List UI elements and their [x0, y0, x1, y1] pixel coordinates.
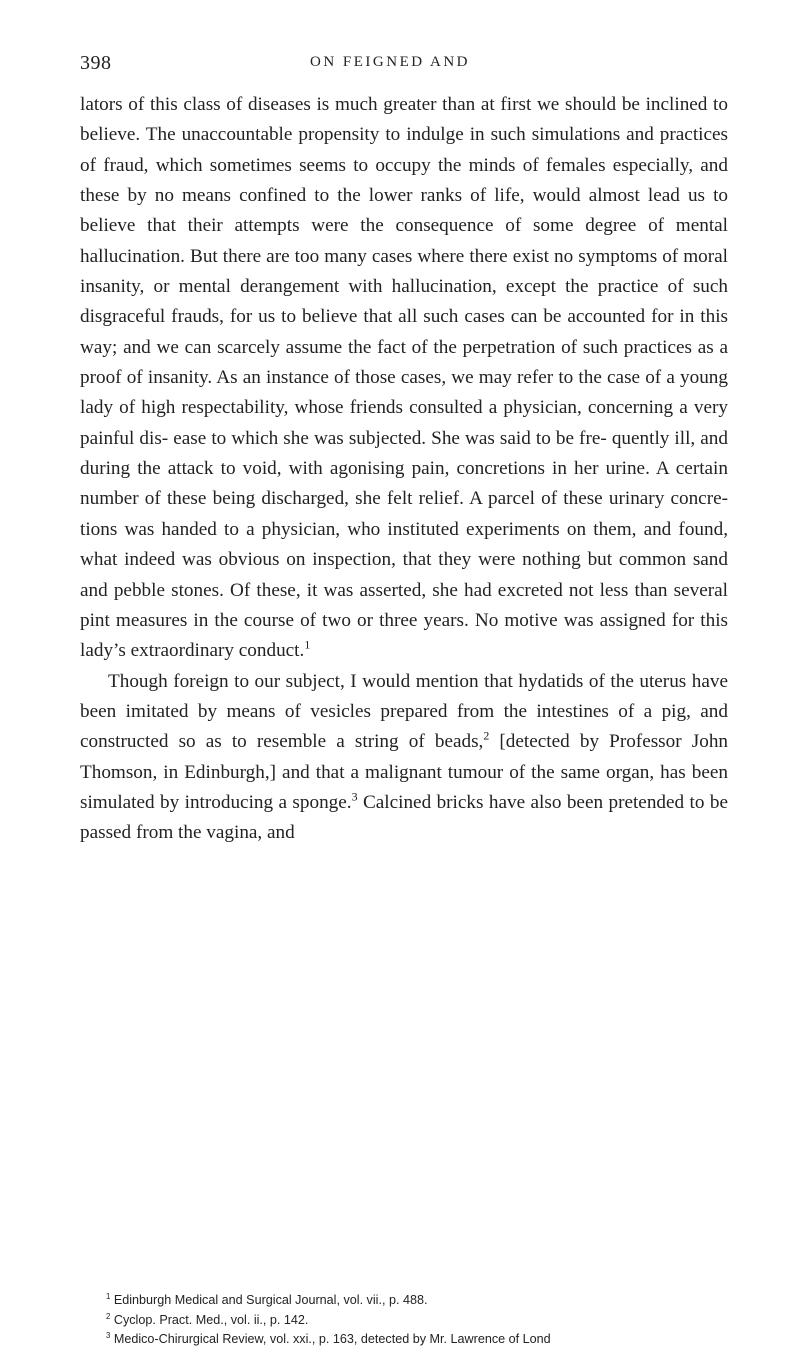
footnote-mark: 3 — [106, 1330, 111, 1340]
footnote-reference: 2 — [483, 728, 490, 743]
footnote-text: Cyclop. Pract. Med., vol. ii., p. 142. — [113, 1312, 309, 1327]
footnote-reference: 3 — [351, 789, 358, 804]
paragraph — [80, 90, 728, 667]
footnotes — [80, 1291, 740, 1350]
footnote-reference: 1 — [304, 637, 311, 652]
paragraph-text: lators of this class of diseases is much greater than at first we should be inclined to believe. The unaccountable propensity to indulge in such simulations and practices of fraud, which sometimes seems to occupy the minds of females especially, and these by no means confined to the lower ranks of life, would almost lead us to believe that their attempts were the consequence of some degree of mental hallucination. But there are too many cases where there exist no symptoms of moral insanity, or mental derangement with hallucination, except the practice of such disgraceful frauds, for us to believe that all such cases can be accounted for in this way; and we can scarcely assume the fact of the perpetration of such practices as a proof of insanity. As an instance of those cases, we may refer to the case of a young lady of high respectability, whose friends consulted a physician, concerning a very painful dis- ease to which she was subjected. She was said to be fre- quently ill, and during the attack to void, with agonising pain, concretions in her urine. A certain number of these being discharged, she felt relief. A parcel of these urinary concre- tions was handed to a physician, who instituted experiments on them, and found, what indeed was obvious on inspection, that they were nothing but common sand and pebble stones. Of these, it was asserted, she had excreted not less than several pint measures in the course of two or three years. No motive was assigned for this lady’s extraordinary conduct. — [80, 94, 728, 662]
footnote-mark: 2 — [106, 1311, 111, 1321]
paragraph-text: [detected by Professor John Thomson, in Edinburgh,] and that a malignant tumour of the same organ, has been simulated by introducing a sponge. — [80, 731, 729, 813]
footnote-mark: 1 — [106, 1291, 111, 1301]
page-header — [80, 44, 728, 84]
footnote-text: Edinburgh Medical and Surgical Journal, vol. vii., p. 488. — [113, 1293, 428, 1307]
footnote-text: Medico-Chirurgical Review, vol. xxi., p. 163, detected by Mr. Lawrence of Lond — [113, 1332, 551, 1346]
paragraph-text: Calcined bricks have also been pretended to be passed from the vagina, and — [80, 791, 728, 844]
page-number: 398 — [80, 52, 112, 74]
running-title: ON FEIGNED AND — [310, 54, 470, 70]
body-text — [80, 90, 728, 849]
paragraph — [80, 667, 728, 849]
paragraph-text: Though foreign to our subject, I would mention that hydatids of the uterus have been imitated by means of vesicles prepared from the intestines of a pig, and constructed so as to resemble a string of beads, — [80, 670, 728, 753]
footnote — [80, 1291, 740, 1311]
footnote — [80, 1311, 740, 1331]
footnote — [80, 1330, 740, 1350]
